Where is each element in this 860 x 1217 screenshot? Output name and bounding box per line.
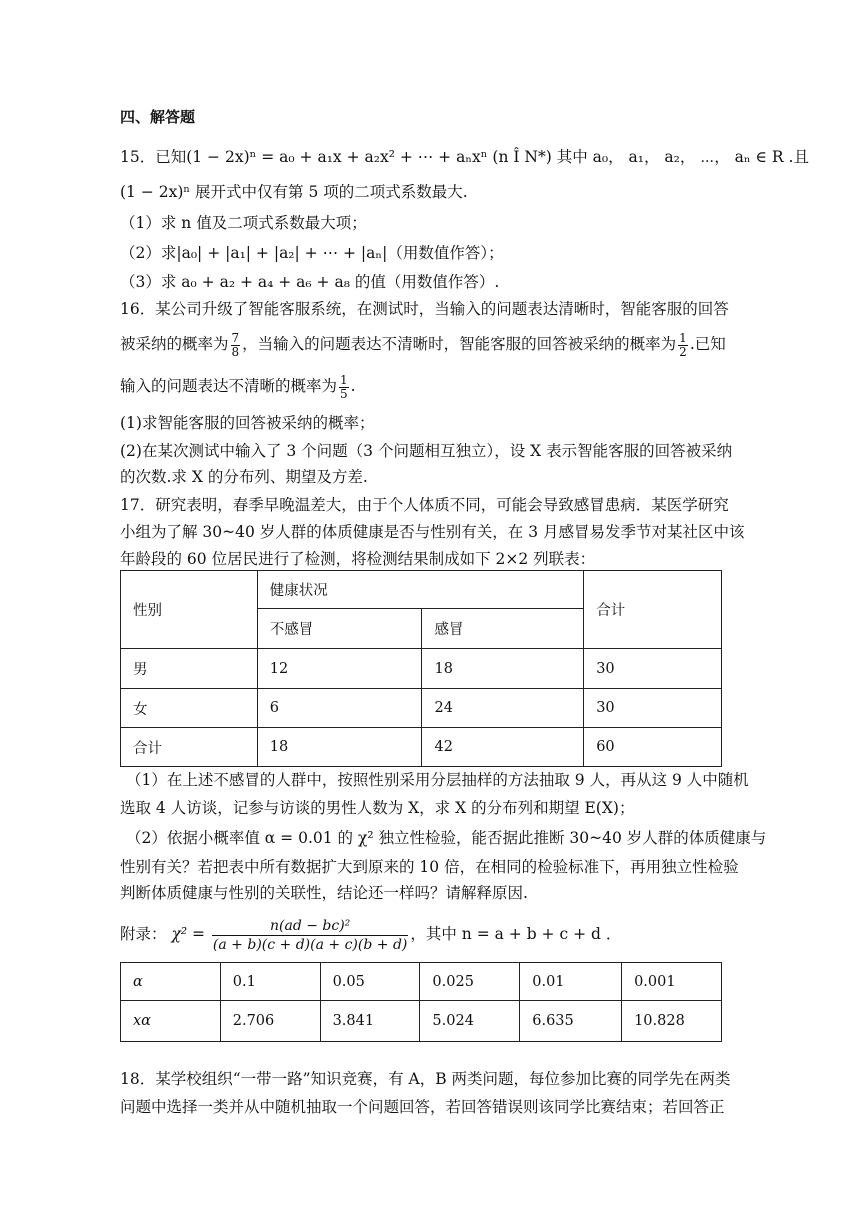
frac-den: 8: [231, 344, 240, 359]
table-cell: α: [121, 963, 221, 1001]
q15-line2: (1 − 2x)ⁿ 展开式中仅有第 5 项的二项式系数最大.: [120, 183, 468, 201]
table-row: [121, 963, 722, 1001]
section-title: 四、解答题: [120, 108, 196, 126]
contingency-table: [120, 570, 722, 767]
formula-tail: ，其中 n = a + b + c + d ．: [410, 925, 622, 943]
table-row: [121, 1001, 722, 1042]
table-cell: 42: [422, 728, 584, 767]
subheader-no-cold: 不感冒: [257, 609, 422, 649]
q16-line3b: .: [350, 377, 356, 395]
frac-num: 1: [340, 372, 348, 387]
header-gender: 性别: [121, 571, 258, 649]
q16-line2a: 被采纳的概率为: [120, 335, 229, 353]
q16-line2b: ，当输入的问题表达不清晰时，智能客服的回答被采纳的概率为: [242, 335, 677, 353]
q16-line2: [120, 326, 726, 362]
table-row: [121, 728, 722, 767]
table-cell: 5.024: [420, 1001, 520, 1042]
frac-num: 7: [231, 330, 240, 345]
q15-line1: 15．已知(1 − 2x)ⁿ = a₀ + a₁x + a₂x² + ⋯ + aₙxⁿ (n Î N*) 其中 a₀， a₁， a₂， ⋯， aₙ ∈ R .且: [120, 148, 809, 166]
table-cell: 24: [422, 689, 584, 728]
q16-line3: [120, 368, 720, 404]
frac-num: 1: [679, 330, 687, 345]
table-cell: 0.025: [420, 963, 520, 1001]
formula-denominator: (a + b)(c + d)(a + c)(b + d): [212, 936, 408, 953]
subheader-cold: 感冒: [422, 609, 584, 649]
table-cell: 18: [257, 728, 422, 767]
appendix-formula: [120, 912, 720, 956]
table-cell: 0.01: [520, 963, 622, 1001]
q18-line2: 问题中选择一类并从中随机抽取一个问题回答，若回答错误则该同学比赛结束；若回答正: [120, 1098, 725, 1116]
q15-part3: （3）求 a₀ + a₂ + a₄ + a₆ + a₈ 的值（用数值作答）.: [120, 273, 500, 291]
table-cell: 12: [257, 649, 422, 689]
table-cell: 0.05: [320, 963, 420, 1001]
q17-part2-line1: （2）依据小概率值 α = 0.01 的 χ² 独立性检验，能否据此推断 30~40 岁人群的体质健康与: [126, 829, 767, 847]
table-cell: 60: [584, 728, 722, 767]
header-health: 健康状况: [257, 571, 583, 609]
table-cell: 合计: [121, 728, 258, 767]
table-cell: 男: [121, 649, 258, 689]
table-cell: 女: [121, 689, 258, 728]
table-cell: 30: [584, 689, 722, 728]
q16-part2-line2: 的次数.求 X 的分布列、期望及方差.: [120, 468, 368, 486]
q17-line3: 年龄段的 60 位居民进行了检测，将检测结果制成如下 2×2 列联表：: [120, 550, 596, 568]
fraction-1-5: [339, 374, 349, 401]
fraction-1-2: [678, 332, 688, 359]
q16-part1: (1)求智能客服的回答被采纳的概率；: [120, 414, 375, 432]
table-cell: xα: [121, 1001, 221, 1042]
table-row: [121, 649, 722, 689]
table-cell: 10.828: [622, 1001, 722, 1042]
q17-part2-line3: 判断体质健康与性别的关联性，结论还一样吗？请解释原因.: [120, 884, 528, 902]
table-cell: 30: [584, 649, 722, 689]
formula-lhs: χ² =: [171, 925, 205, 943]
frac-den: 2: [679, 344, 687, 359]
q17-line2: 小组为了解 30~40 岁人群的体质健康是否与性别有关，在 3 月感冒易发季节对某社区中该: [120, 523, 745, 541]
q16-line3a: 输入的问题表达不清晰的概率为: [120, 377, 338, 395]
table-cell: 0.001: [622, 963, 722, 1001]
q16-line1: 16．某公司升级了智能客服系统，在测试时，当输入的问题表达清晰时，智能客服的回答: [120, 300, 729, 318]
table-cell: 18: [422, 649, 584, 689]
header-total: 合计: [584, 571, 722, 649]
appendix-label: 附录：: [120, 925, 167, 943]
table-cell: 6: [257, 689, 422, 728]
q18-line1: 18．某学校组织“一带一路”知识竞赛，有 A，B 两类问题，每位参加比赛的同学先在两类: [120, 1070, 731, 1088]
chi-square-fraction: [212, 917, 408, 954]
table-cell: 2.706: [220, 1001, 320, 1042]
q16-line2c: .已知: [689, 335, 726, 353]
q17-line1: 17．研究表明，春季早晚温差大，由于个人体质不同，可能会导致感冒患病．某医学研究: [120, 496, 729, 514]
formula-numerator: n(ad − bc)²: [212, 917, 408, 936]
q17-part1-line1: （1）在上述不感冒的人群中，按照性别采用分层抽样的方法抽取 9 人，再从这 9 人中随机: [126, 771, 749, 789]
table-cell: 6.635: [520, 1001, 622, 1042]
table-row: [121, 689, 722, 728]
q17-part2-line2: 性别有关？若把表中所有数据扩大到原来的 10 倍，在相同的检验标准下，再用独立性检验: [120, 858, 739, 876]
q17-part1-line2: 选取 4 人访谈，记参与访谈的男性人数为 X，求 X 的分布列和期望 E(X)；: [120, 799, 635, 817]
table-cell: 3.841: [320, 1001, 420, 1042]
frac-den: 5: [340, 386, 348, 401]
table-cell: 0.1: [220, 963, 320, 1001]
critical-value-table: [120, 962, 722, 1042]
q16-part2-line1: (2)在某次测试中输入了 3 个问题（3 个问题相互独立），设 X 表示智能客服的回答被采纳: [120, 442, 733, 460]
q15-part2: （2）求|a₀| + |a₁| + |a₂| + ⋯ + |aₙ|（用数值作答）；: [120, 244, 504, 262]
fraction-7-8: [231, 332, 241, 359]
q15-part1: （1）求 n 值及二项式系数最大项；: [120, 214, 367, 232]
